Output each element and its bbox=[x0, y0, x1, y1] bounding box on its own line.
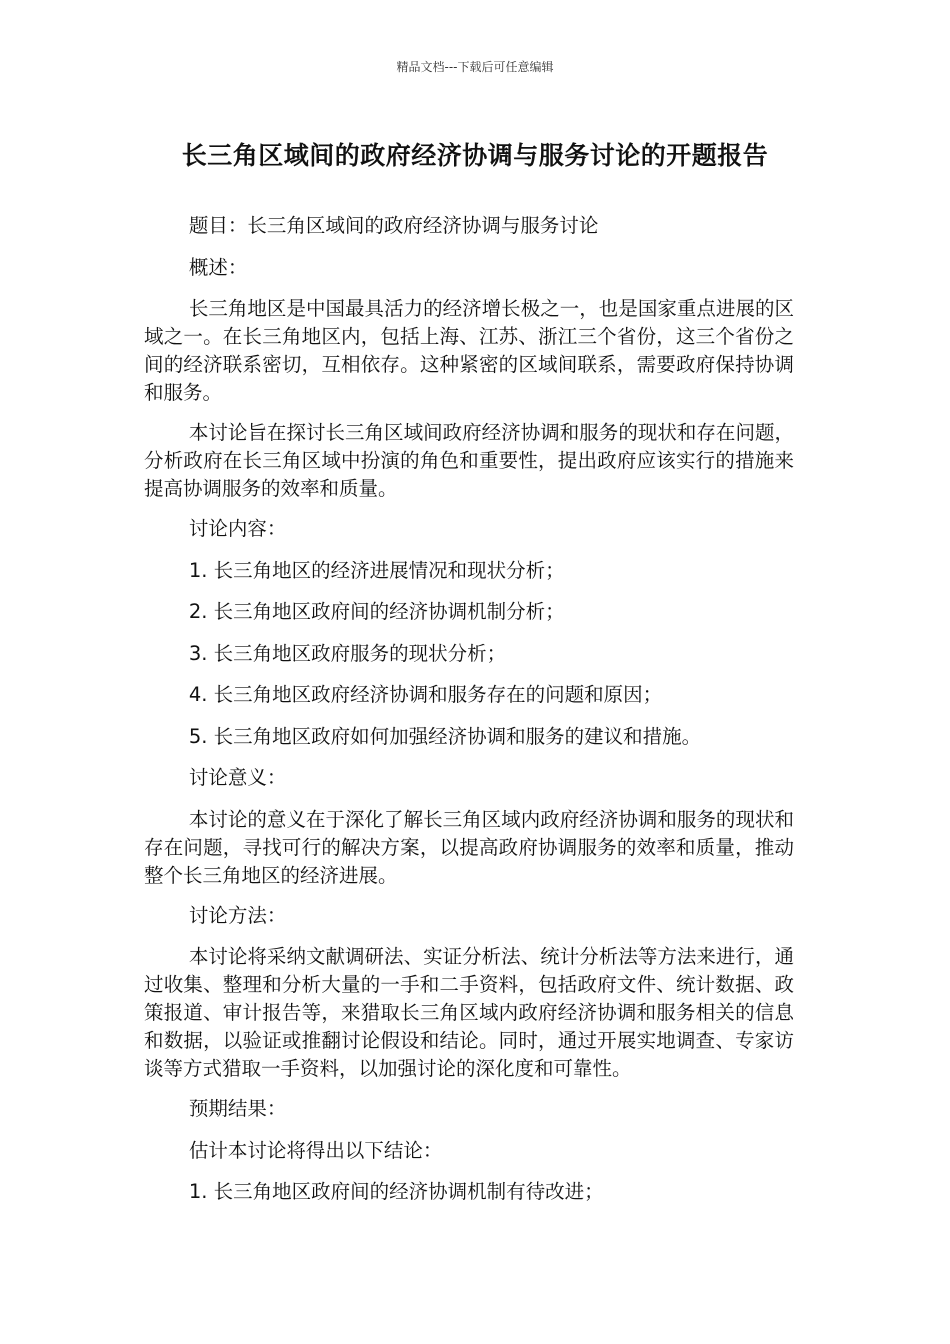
method-heading: 讨论方法： bbox=[188, 903, 287, 927]
overview-paragraph: 长三角地区是中国最具活力的经济增长极之一，也是国家重点进展的区域之一。在长三角地区内，包括上海、江苏、浙江三个省份，这三个省份之间的经济联系密切，互相依存。这种紧密的区域间联系，需要政府保持协调和服务。 bbox=[144, 297, 794, 404]
document-title: 长三角区域间的政府经济协调与服务讨论的开题报告 bbox=[181, 141, 769, 170]
overview-heading: 概述： bbox=[188, 255, 248, 279]
content-list-item: 5. 长三角地区政府如何加强经济协调和服务的建议和措施。 bbox=[188, 724, 702, 748]
content-list-item: 1. 长三角地区的经济进展情况和现状分析； bbox=[188, 558, 565, 582]
significance-paragraph: 本讨论的意义在于深化了解长三角区域内政府经济协调和服务的现状和存在问题，寻找可行的解决方案，以提高政府协调服务的效率和质量，推动整个长三角地区的经济进展。 bbox=[144, 807, 794, 887]
results-list-item: 1. 长三角地区政府间的经济协调机制有待改进； bbox=[188, 1180, 604, 1203]
topic-line: 题目：长三角区域间的政府经济协调与服务讨论 bbox=[188, 214, 599, 237]
results-heading: 预期结果： bbox=[188, 1097, 287, 1120]
method-paragraph: 本讨论将采纳文献调研法、实证分析法、统计分析法等方法来进行，通过收集、整理和分析大量的一手和二手资料，包括政府文件、统计数据、政策报道、审计报告等，来猎取长三角区域内政府经济协调和服务相关的信息和数据，以验证或推翻讨论假设和结论。同时，通过开展实地调查、专家访谈等方式猎取一手资料，以加强讨论的深化度和可靠性。 bbox=[144, 945, 794, 1080]
overview-paragraph: 本讨论旨在探讨长三角区域间政府经济协调和服务的现状和存在问题，分析政府在长三角区域中扮演的角色和重要性，提出政府应该实行的措施来提高协调服务的效率和质量。 bbox=[144, 421, 794, 500]
header-note: 精品文档---下载后可任意编辑 bbox=[396, 60, 554, 74]
content-list-item: 2. 长三角地区政府间的经济协调机制分析； bbox=[188, 600, 565, 623]
content-heading: 讨论内容： bbox=[188, 517, 287, 540]
content-list-item: 4. 长三角地区政府经济协调和服务存在的问题和原因； bbox=[188, 683, 663, 706]
results-intro: 估计本讨论将得出以下结论： bbox=[188, 1138, 443, 1162]
document-body bbox=[144, 212, 794, 1220]
content-list-item: 3. 长三角地区政府服务的现状分析； bbox=[188, 641, 507, 665]
significance-heading: 讨论意义： bbox=[188, 766, 287, 789]
